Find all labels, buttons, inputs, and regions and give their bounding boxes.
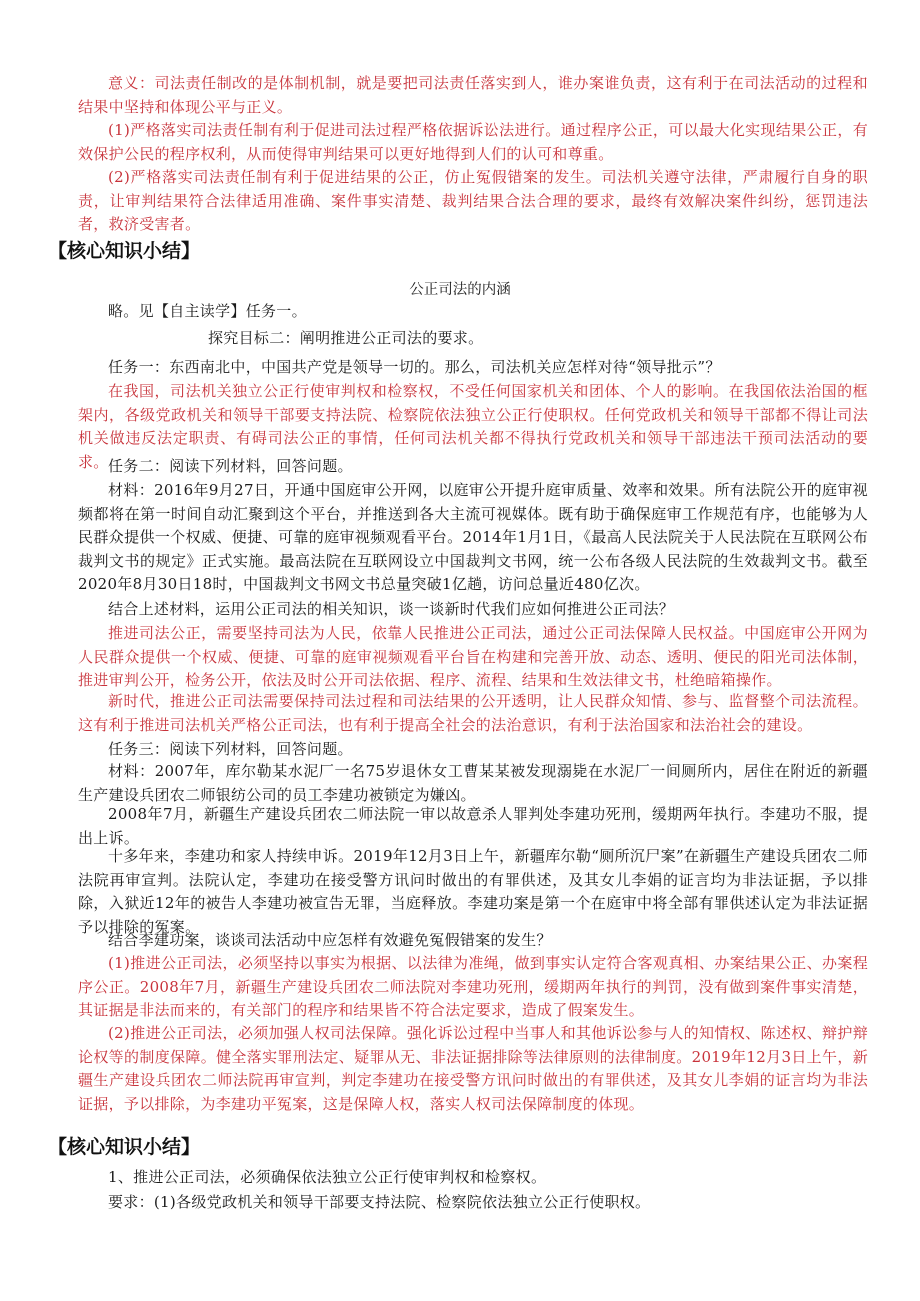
- task2-ask: 结合上述材料，运用公正司法的相关知识，谈一谈新时代我们应如何推进公正司法？: [108, 600, 675, 618]
- task3-answer-1: (1)推进公正司法，必须坚持以事实为根据、以法律为准绳，做到事实认定符合客观真相、办案结果公正、办案程序公正。2008年7月，新疆生产建设兵团农二师法院对李建功死刑，缓期两年执行的判罚，没有做到案件事实清楚，其证据是非法而来的，有关部门的程序和结果皆不符合法定要求，造成了假案发生。: [78, 954, 868, 1019]
- task3-ask: 结合李建功案，谈谈司法活动中应怎样有效避免冤假错案的发生？: [108, 931, 552, 949]
- task3-material-3: 十多年来，李建功和家人持续申诉。2019年12月3日上午，新疆库尔勒“厕所沉尸案”在新疆生产建设兵团农二师法院再审宣判。法院认定，李建功在接受警方讯问时做出的有罪供述，及其女儿李娟的证言均为非法证据，予以排除，入狱近12年的被告人李建功被宣告无罪，当庭释放。李建功案是第一个在庭审中将全部有罪供述认定为非法证据予以排除的冤案。: [78, 847, 868, 936]
- task3-question: 任务三：阅读下列材料，回答问题。: [108, 740, 353, 758]
- task2-answer-1: 推进司法公正，需要坚持司法为人民，依靠人民推进公正司法，通过公正司法保障人民权益。中国庭审公开网为人民群众提供一个权威、便捷、可靠的庭审视频观看平台旨在构建和完善开放、动态、透明、便民的阳光司法体制，推进审判公开，检务公开，依法及时公开司法依据、程序、流程、结果和生效法律文书，杜绝暗箱操作。: [78, 624, 868, 689]
- inquiry-goal-2: 探究目标二：阐明推进公正司法的要求。: [208, 329, 484, 347]
- summary-title: 公正司法的内涵: [409, 282, 511, 298]
- summary-note: 略。见【自主读学】任务一。: [108, 302, 307, 320]
- core-summary-heading-2: 【核心知识小结】: [48, 1136, 201, 1158]
- task1-answer: 在我国，司法机关独立公正行使审判权和检察权，不受任何国家机关和团体、个人的影响。在我国依法治国的框架内，各级党政机关和领导干部要支持法院、检察院依法独立公正行使职权。任何党政机关和领导干部都不得让司法机关做违反法定职责、有碍司法公正的事情，任何司法机关都不得执行党政机关和领导干部违法干预司法活动的要求。: [78, 382, 868, 471]
- task2-answer-2: 新时代，推进公正司法需要保持司法过程和司法结果的公开透明，让人民群众知情、参与、监督整个司法流程。这有利于推进司法机关严格公正司法，也有利于提高全社会的法治意识，有利于法治国家和法治社会的建设。: [78, 692, 868, 734]
- meaning-point-1: (1)严格落实司法责任制有利于促进司法过程严格依据诉讼法进行。通过程序公正，可以最大化实现结果公正，有效保护公民的程序权利，从而使得审判结果可以更好地得到人们的认可和尊重。: [78, 121, 868, 163]
- summary2-point-1: 1、推进公正司法，必须确保依法独立公正行使审判权和检察权。: [108, 1168, 547, 1186]
- task1-question: 任务一：东西南北中，中国共产党是领导一切的。那么，司法机关应怎样对待“领导批示”？: [108, 358, 721, 376]
- core-summary-heading-1: 【核心知识小结】: [48, 240, 201, 262]
- task3-material-1: 材料：2007年，库尔勒某水泥厂一名75岁退休女工曹某某被发现溺毙在水泥厂一间厕所内，居住在附近的新疆生产建设兵团农二师银纺公司的员工李建功被锁定为嫌凶。: [78, 762, 868, 804]
- task2-question: 任务二：阅读下列材料，回答问题。: [108, 457, 353, 475]
- task3-material-2: 2008年7月，新疆生产建设兵团农二师法院一审以故意杀人罪判处李建功死刑，缓期两年执行。李建功不服，提出上诉。: [78, 805, 868, 847]
- summary2-requirement: 要求：(1)各级党政机关和领导干部要支持法院、检察院依法独立公正行使职权。: [108, 1193, 651, 1211]
- task3-answer-2: (2)推进公正司法，必须加强人权司法保障。强化诉讼过程中当事人和其他诉讼参与人的知情权、陈述权、辩护辩论权等的制度保障。健全落实罪刑法定、疑罪从无、非法证据排除等法律原则的法律制度。2019年12月3日上午，新疆生产建设兵团农二师法院再审宣判，判定李建功在接受警方讯问时做出的有罪供述，及其女儿李娟的证言均为非法证据，予以排除，为李建功平冤案，这是保障人权，落实人权司法保障制度的体现。: [78, 1024, 868, 1113]
- task2-material: 材料：2016年9月27日，开通中国庭审公开网，以庭审公开提升庭审质量、效率和效果。所有法院公开的庭审视频都将在第一时间自动汇聚到这个平台，并推送到各大主流可视媒体。既有助于确保庭审工作规范有序，也能够为人民群众提供一个权威、便捷、可靠的庭审视频观看平台。2014年1月1日，《最高人民法院关于人民法院在互联网公布裁判文书的规定》正式实施。最高法院在互联网设立中国裁判文书网，统一公布各级人民法院的生效裁判文书。截至2020年8月30日18时，中国裁判文书网文书总量突破1亿趟，访问总量近480亿次。: [78, 481, 868, 593]
- meaning-paragraph: 意义：司法责任制改的是体制机制，就是要把司法责任落实到人，谁办案谁负责，这有利于在司法活动的过程和结果中坚持和体现公平与正义。: [78, 74, 868, 116]
- meaning-point-2: (2)严格落实司法责任制有利于促进结果的公正，仿止冤假错案的发生。司法机关遵守法律，严肃履行自身的职责，让审判结果符合法律适用准确、案件事实清楚、裁判结果合法合理的要求，最终有效解决案件纠纷，惩罚违法者，救济受害者。: [78, 168, 868, 233]
